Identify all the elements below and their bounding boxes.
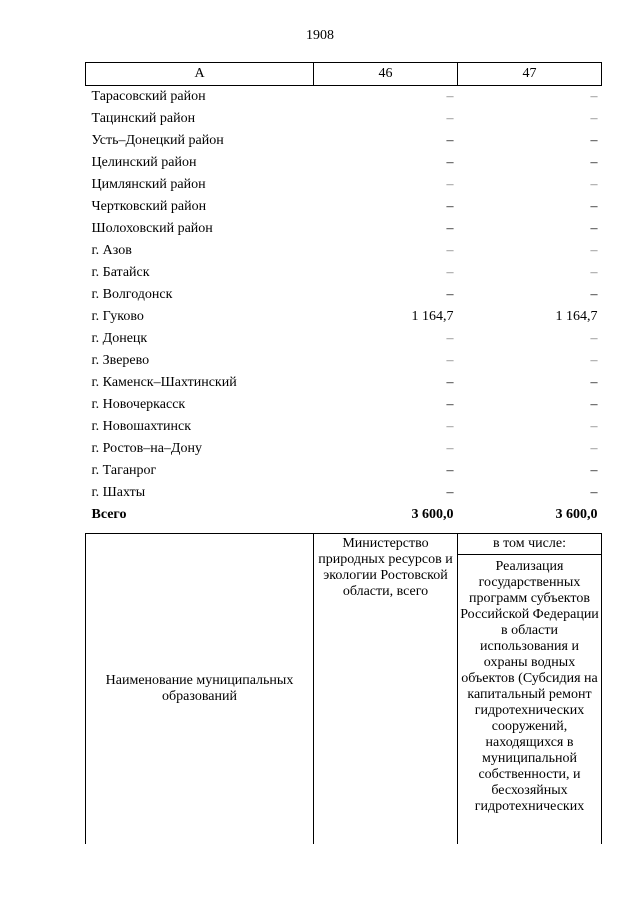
table-row (86, 482, 602, 504)
value-col-47: – (590, 287, 598, 302)
value-col-47: – (590, 331, 598, 346)
table-row (86, 416, 602, 438)
municipality-name: г. Батайск (91, 265, 150, 280)
value-col-46: 1 164,7 (411, 309, 454, 324)
table-row (86, 130, 602, 152)
total-col-46: 3 600,0 (411, 507, 454, 522)
program-header: Реализация государственных программ субъектов Российской Федерации в области использования и охраны водных объектов (Субсидия на капитальный ремонт гидротехнических сооружений, находящихся в муниципальной собственности, и бесхозяйных гидротехнических (458, 555, 602, 845)
table-row (86, 328, 602, 350)
value-col-46: – (446, 331, 454, 346)
value-col-46: – (446, 265, 454, 280)
value-col-46: – (446, 353, 454, 368)
column-header-47: 47 (458, 63, 602, 86)
table-row (86, 152, 602, 174)
value-col-47: – (590, 419, 598, 434)
value-col-46: – (446, 375, 454, 390)
table-row (86, 240, 602, 262)
value-col-46: – (446, 441, 454, 456)
data-table (85, 62, 602, 526)
including-header: в том числе: (458, 534, 602, 555)
value-col-47: – (590, 441, 598, 456)
ministry-total-header: Министерство природных ресурсов и экологии Ростовской области, всего (314, 534, 458, 845)
municipality-name: г. Ростов–на–Дону (91, 441, 202, 456)
column-header-46: 46 (314, 63, 458, 86)
value-col-46: – (446, 397, 454, 412)
value-col-47: – (590, 89, 598, 104)
table-row (86, 284, 602, 306)
value-col-47: – (590, 375, 598, 390)
value-col-47: – (590, 221, 598, 236)
table-row (86, 218, 602, 240)
table-row (86, 350, 602, 372)
total-row (86, 504, 602, 526)
value-col-47: – (590, 155, 598, 170)
municipality-name: г. Новошахтинск (91, 419, 192, 434)
municipality-name: г. Новочеркасск (91, 397, 186, 412)
value-col-46: – (446, 89, 454, 104)
table-row (86, 174, 602, 196)
value-col-47: – (590, 265, 598, 280)
table-row (86, 460, 602, 482)
value-col-47: – (590, 111, 598, 126)
municipality-name: г. Гуково (91, 309, 144, 324)
value-col-47: – (590, 485, 598, 500)
value-col-46: – (446, 155, 454, 170)
value-col-46: – (446, 111, 454, 126)
total-col-47: 3 600,0 (555, 507, 598, 522)
value-col-47: – (590, 397, 598, 412)
value-col-47: – (590, 133, 598, 148)
municipality-name: г. Шахты (91, 485, 146, 500)
value-col-47: 1 164,7 (555, 309, 598, 324)
value-col-46: – (446, 199, 454, 214)
value-col-46: – (446, 419, 454, 434)
municipality-name: г. Волгодонск (91, 287, 173, 302)
municipality-name: Усть–Донецкий район (91, 133, 224, 148)
table-row (86, 196, 602, 218)
municipality-name: г. Азов (91, 243, 132, 258)
value-col-46: – (446, 463, 454, 478)
value-col-47: – (590, 463, 598, 478)
page-number: 1908 (306, 28, 334, 43)
municipality-name: Тацинский район (91, 111, 196, 126)
municipality-name: Тарасовский район (91, 89, 206, 104)
table-row (86, 262, 602, 284)
value-col-47: – (590, 353, 598, 368)
value-col-46: – (446, 133, 454, 148)
table-row (86, 306, 602, 328)
municipality-name: г. Каменск–Шахтинский (91, 375, 237, 390)
continuation-header-table (85, 533, 602, 844)
value-col-47: – (590, 199, 598, 214)
table-row (86, 108, 602, 130)
table-row (86, 394, 602, 416)
value-col-46: – (446, 243, 454, 258)
municipality-name-header: Наименование муниципальных образований (86, 534, 314, 845)
table-row (86, 372, 602, 394)
municipality-name: Целинский район (91, 155, 197, 170)
municipality-name: г. Зверево (91, 353, 150, 368)
column-header-a: А (86, 63, 314, 86)
value-col-46: – (446, 287, 454, 302)
value-col-46: – (446, 221, 454, 236)
municipality-name: Чертковский район (91, 199, 207, 214)
municipality-name: г. Донецк (91, 331, 148, 346)
value-col-46: – (446, 485, 454, 500)
table-row (86, 438, 602, 460)
municipality-name: Цимлянский район (91, 177, 206, 192)
total-label: Всего (91, 507, 127, 522)
municipality-name: г. Таганрог (91, 463, 157, 478)
value-col-47: – (590, 243, 598, 258)
table-header-row (86, 63, 602, 86)
value-col-47: – (590, 177, 598, 192)
municipality-name: Шолоховский район (91, 221, 213, 236)
table-row (86, 86, 602, 109)
value-col-46: – (446, 177, 454, 192)
